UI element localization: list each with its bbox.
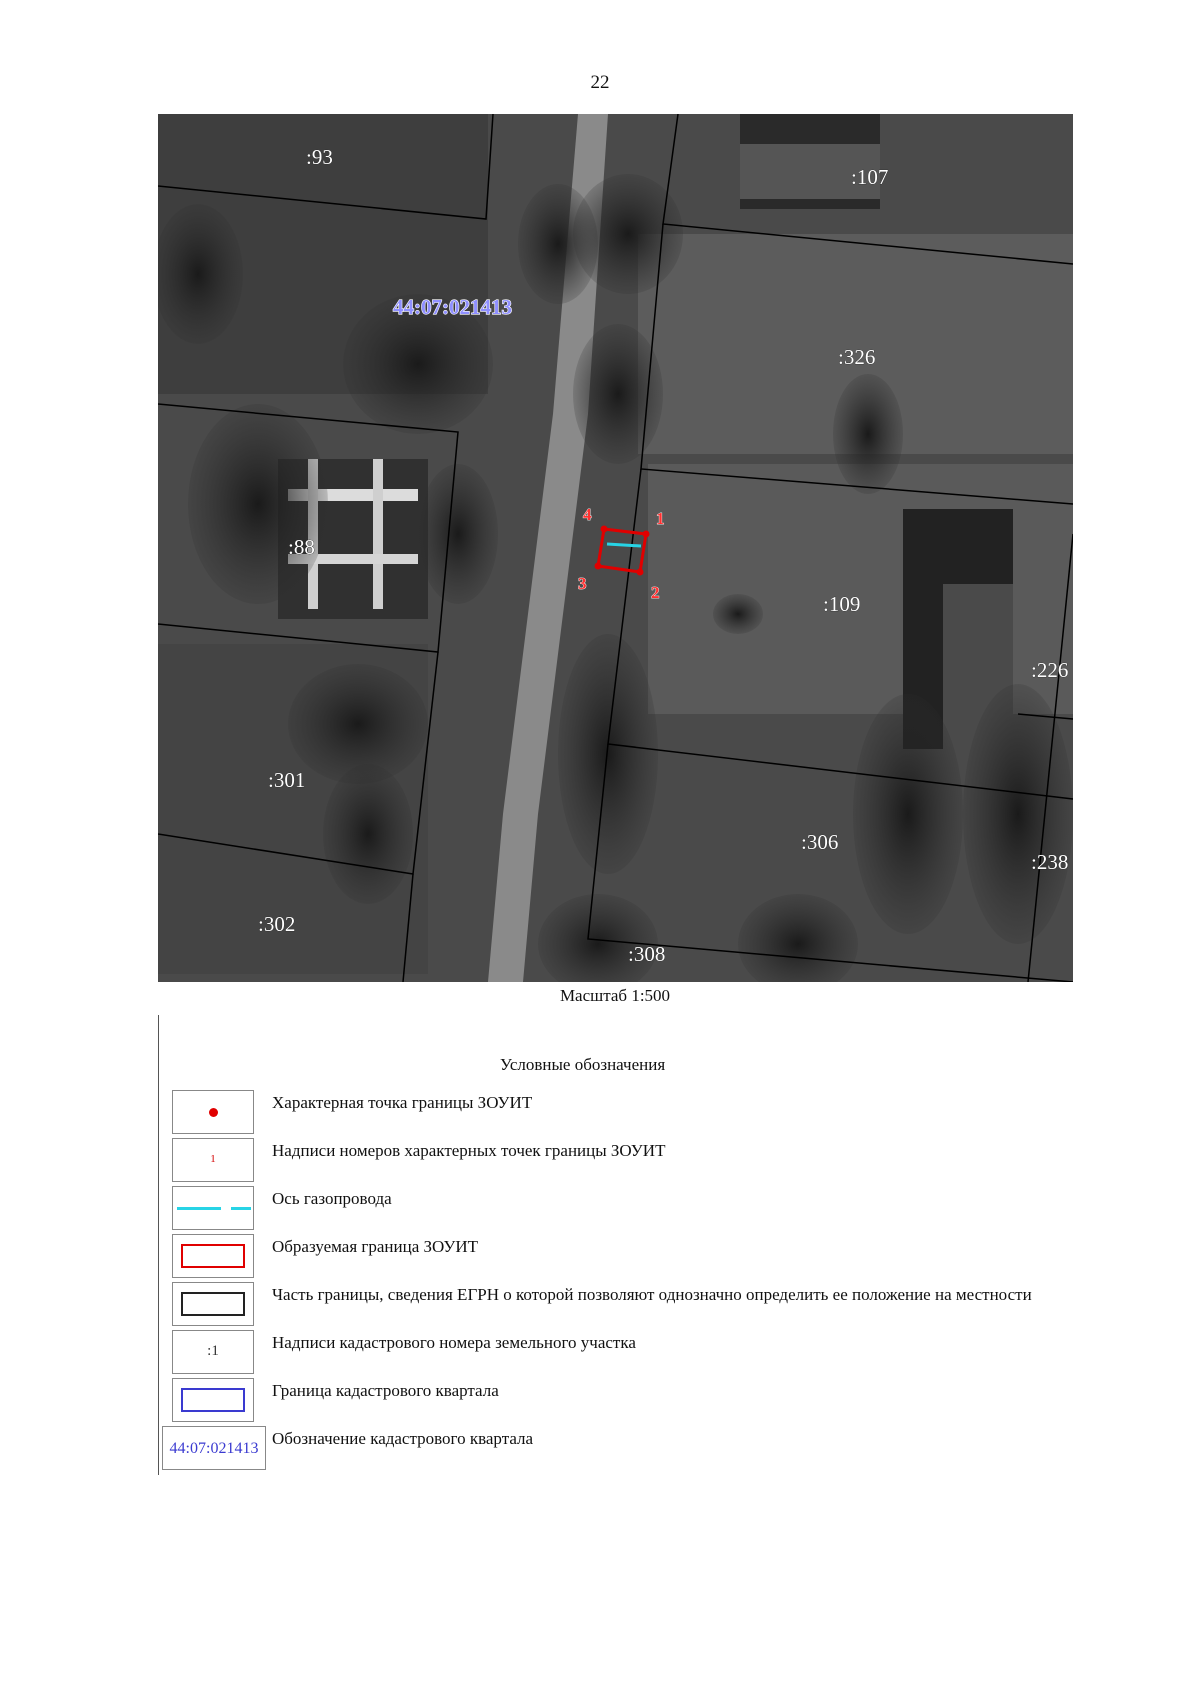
quarter-label-sample: 44:07:021413 [162, 1426, 266, 1470]
parcel-label-326: :326 [838, 345, 876, 369]
point-label-4: 4 [583, 505, 592, 524]
pipeline-axis [607, 544, 641, 546]
legend-symbol-box [172, 1330, 254, 1374]
tree-16 [713, 594, 763, 634]
tree-8 [418, 464, 498, 604]
legend-symbol-box [172, 1138, 254, 1182]
legend-text: Обозначение кадастрового квартала [272, 1429, 534, 1448]
red-dot-icon [209, 1108, 218, 1117]
tree-12 [853, 694, 963, 934]
dashed-line-icon-segment [231, 1207, 251, 1210]
cadastral-number-sample: :1 [207, 1343, 219, 1359]
legend-symbol-box [172, 1282, 254, 1326]
point-label-2: 2 [651, 583, 660, 602]
boundary-point-4 [601, 526, 608, 533]
ruins-wall-3 [373, 459, 383, 609]
legend-text: Надписи номеров характерных точек границы ЗОУИТ [272, 1141, 666, 1160]
parcel-label-306: :306 [801, 830, 839, 854]
blue-rectangle-icon [181, 1388, 245, 1412]
point-label-1: 1 [656, 509, 665, 528]
tree-4 [573, 324, 663, 464]
parcel-label-238: :238 [1031, 850, 1069, 874]
legend-text: Граница кадастрового квартала [272, 1381, 499, 1400]
boundary-point-3 [595, 563, 602, 570]
tree-10 [323, 764, 413, 904]
legend-text: Образуемая граница ЗОУИТ [272, 1237, 479, 1256]
legend-text: Часть границы, сведения ЕГРН о которой позволяют однозначно определить ее положение на местности [272, 1285, 1032, 1304]
cadastral-quarter-label: 44:07:021413 [393, 295, 512, 319]
parcel-label-301: :301 [268, 768, 306, 792]
map-scale: Масштаб 1:500 [559, 986, 671, 1005]
tree-13 [963, 684, 1073, 944]
boundary-point-2 [637, 569, 644, 576]
parcel-label-302: :302 [258, 912, 296, 936]
tree-2 [573, 174, 683, 294]
parcel-label-308: :308 [628, 942, 666, 966]
legend-text: Характерная точка границы ЗОУИТ [272, 1093, 533, 1112]
legend-border [158, 1015, 159, 1475]
parcel-label-88: :88 [288, 535, 315, 559]
point-number-sample: 1 [210, 1153, 216, 1165]
legend-title: Условные обозначения [499, 1055, 666, 1074]
legend-symbol-box [172, 1186, 254, 1230]
tree-7 [188, 404, 328, 604]
legend-symbol-box [172, 1378, 254, 1422]
page-number: 22 [590, 72, 610, 93]
legend-symbol-box [172, 1234, 254, 1278]
legend-text: Надписи кадастрового номера земельного участка [272, 1333, 636, 1352]
legend-text: Ось газопровода [272, 1189, 392, 1208]
tree-11 [558, 634, 658, 874]
red-rectangle-icon [181, 1244, 245, 1268]
cadastral-map [158, 114, 1073, 982]
parcel-label-93: :93 [306, 145, 333, 169]
parcel-label-109: :109 [823, 592, 861, 616]
parcel-label-107: :107 [851, 165, 889, 189]
map-svg [158, 114, 1073, 982]
boundary-point-1 [643, 531, 650, 538]
parcel-label-226: :226 [1031, 658, 1069, 682]
dashed-line-icon [177, 1207, 221, 1210]
legend-symbol-box [172, 1090, 254, 1134]
black-rectangle-icon [181, 1292, 245, 1316]
point-label-3: 3 [578, 574, 587, 593]
tree-6 [833, 374, 903, 494]
